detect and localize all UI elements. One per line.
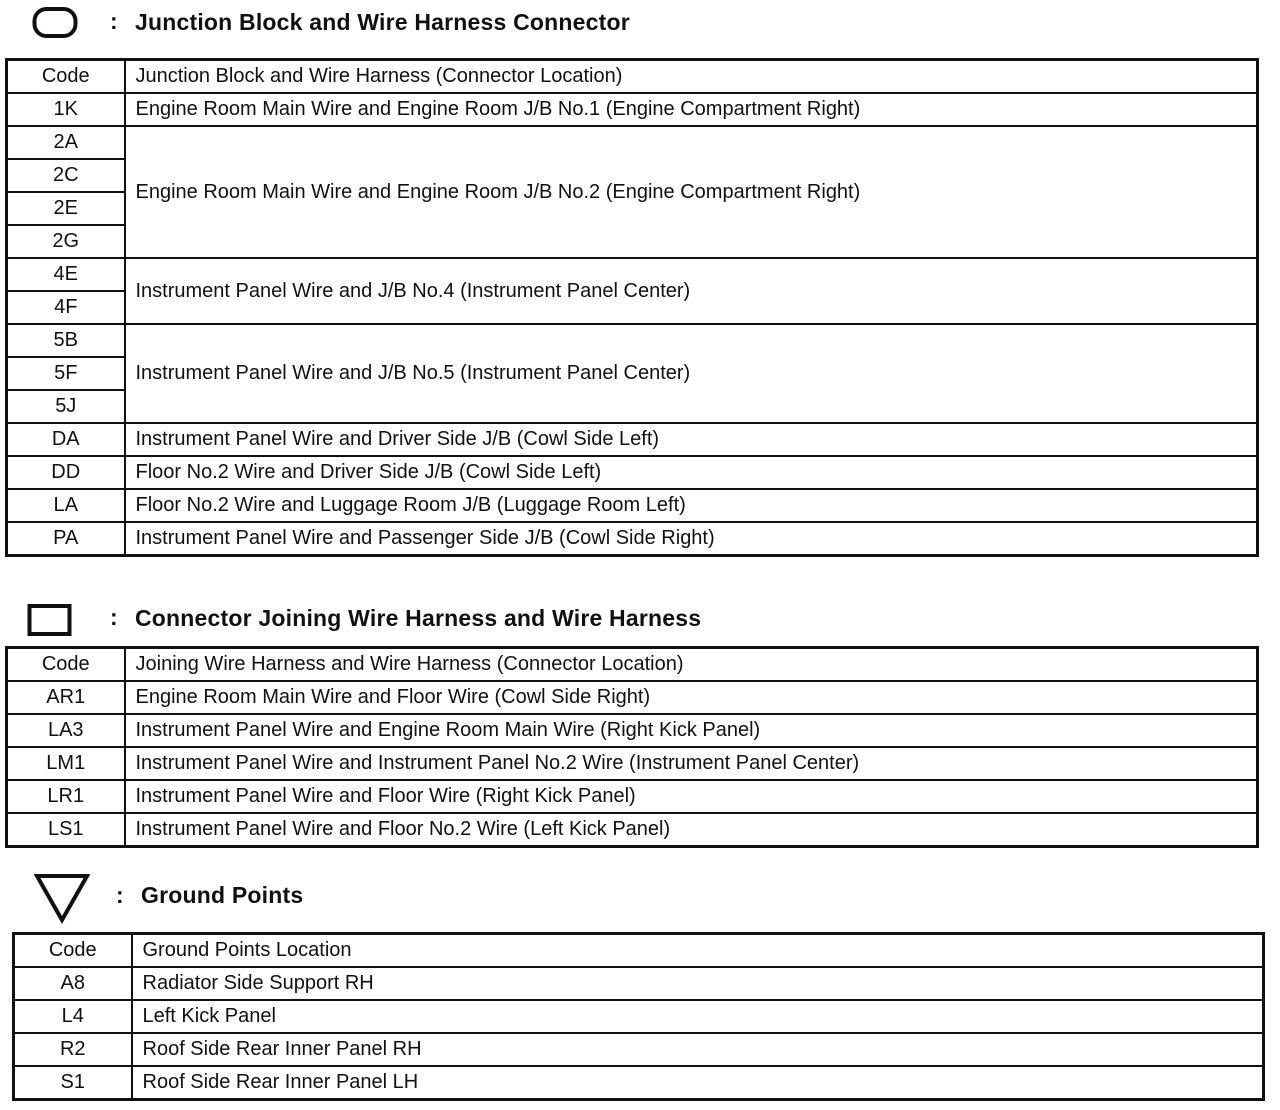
code-cell: 4F xyxy=(7,291,125,324)
location-cell: Engine Room Main Wire and Engine Room J/B No.2 (Engine Compartment Right) xyxy=(125,126,1258,258)
code-cell: 2C xyxy=(7,159,125,192)
table-row xyxy=(14,1066,1264,1100)
ground-section-title: Ground Points xyxy=(141,882,304,908)
rounded-rectangle-icon xyxy=(32,6,78,40)
table-header-row xyxy=(7,648,1258,682)
code-cell: LS1 xyxy=(7,813,125,847)
code-cell: 5B xyxy=(7,324,125,357)
section-colon: : xyxy=(110,604,118,630)
location-cell: Instrument Panel Wire and Instrument Panel No.2 Wire (Instrument Panel Center) xyxy=(125,747,1258,780)
location-cell: Instrument Panel Wire and Floor No.2 Wire (Left Kick Panel) xyxy=(125,813,1258,847)
location-cell: Instrument Panel Wire and J/B No.5 (Instrument Panel Center) xyxy=(125,324,1258,423)
location-cell: Floor No.2 Wire and Driver Side J/B (Cowl Side Left) xyxy=(125,456,1258,489)
table-row xyxy=(7,93,1258,126)
table-header-row xyxy=(14,934,1264,968)
code-cell: 1K xyxy=(7,93,125,126)
table-row xyxy=(7,747,1258,780)
joining-section-title: Connector Joining Wire Harness and Wire Harness xyxy=(135,605,702,631)
column-header-location: Junction Block and Wire Harness (Connector Location) xyxy=(125,60,1258,94)
table-row xyxy=(14,1000,1264,1033)
code-cell: 2A xyxy=(7,126,125,159)
code-cell: LA xyxy=(7,489,125,522)
table-row xyxy=(7,456,1258,489)
code-cell: S1 xyxy=(14,1066,132,1100)
code-cell: 2E xyxy=(7,192,125,225)
location-cell: Instrument Panel Wire and Engine Room Main Wire (Right Kick Panel) xyxy=(125,714,1258,747)
code-cell: 5J xyxy=(7,390,125,423)
table-row xyxy=(7,489,1258,522)
table-header-row xyxy=(7,60,1258,94)
junction-section-title: Junction Block and Wire Harness Connector xyxy=(135,9,630,35)
table-row xyxy=(7,714,1258,747)
table-row xyxy=(7,324,1258,357)
code-cell: AR1 xyxy=(7,681,125,714)
location-cell: Engine Room Main Wire and Engine Room J/B No.1 (Engine Compartment Right) xyxy=(125,93,1258,126)
code-cell: R2 xyxy=(14,1033,132,1066)
table-row xyxy=(14,967,1264,1000)
table-row xyxy=(7,522,1258,556)
section-colon: : xyxy=(110,8,118,34)
table-row xyxy=(7,813,1258,847)
location-cell: Radiator Side Support RH xyxy=(132,967,1264,1000)
table-row xyxy=(7,423,1258,456)
location-cell: Floor No.2 Wire and Luggage Room J/B (Luggage Room Left) xyxy=(125,489,1258,522)
location-cell: Roof Side Rear Inner Panel LH xyxy=(132,1066,1264,1100)
code-cell: L4 xyxy=(14,1000,132,1033)
location-cell: Instrument Panel Wire and Passenger Side J/B (Cowl Side Right) xyxy=(125,522,1258,556)
table-row xyxy=(14,1033,1264,1066)
code-cell: 4E xyxy=(7,258,125,291)
code-cell: 5F xyxy=(7,357,125,390)
ground-table xyxy=(12,932,1265,1101)
code-cell: LA3 xyxy=(7,714,125,747)
column-header-location: Joining Wire Harness and Wire Harness (Connector Location) xyxy=(125,648,1258,682)
location-cell: Instrument Panel Wire and J/B No.4 (Instrument Panel Center) xyxy=(125,258,1258,324)
code-cell: A8 xyxy=(14,967,132,1000)
code-cell: DD xyxy=(7,456,125,489)
location-cell: Roof Side Rear Inner Panel RH xyxy=(132,1033,1264,1066)
joining-table xyxy=(5,646,1259,848)
table-row xyxy=(7,780,1258,813)
column-header-code: Code xyxy=(7,60,125,94)
location-cell: Left Kick Panel xyxy=(132,1000,1264,1033)
column-header-code: Code xyxy=(14,934,132,968)
code-cell: LR1 xyxy=(7,780,125,813)
table-row xyxy=(7,258,1258,291)
code-cell: DA xyxy=(7,423,125,456)
table-row xyxy=(7,681,1258,714)
code-cell: LM1 xyxy=(7,747,125,780)
junction-table xyxy=(5,58,1259,557)
location-cell: Instrument Panel Wire and Driver Side J/B (Cowl Side Left) xyxy=(125,423,1258,456)
column-header-code: Code xyxy=(7,648,125,682)
location-cell: Instrument Panel Wire and Floor Wire (Right Kick Panel) xyxy=(125,780,1258,813)
location-cell: Engine Room Main Wire and Floor Wire (Cowl Side Right) xyxy=(125,681,1258,714)
code-cell: 2G xyxy=(7,225,125,258)
section-colon: : xyxy=(116,882,124,908)
column-header-location: Ground Points Location xyxy=(132,934,1264,968)
triangle-down-icon xyxy=(34,872,90,924)
table-row xyxy=(7,126,1258,159)
rectangle-icon xyxy=(27,603,73,637)
code-cell: PA xyxy=(7,522,125,556)
